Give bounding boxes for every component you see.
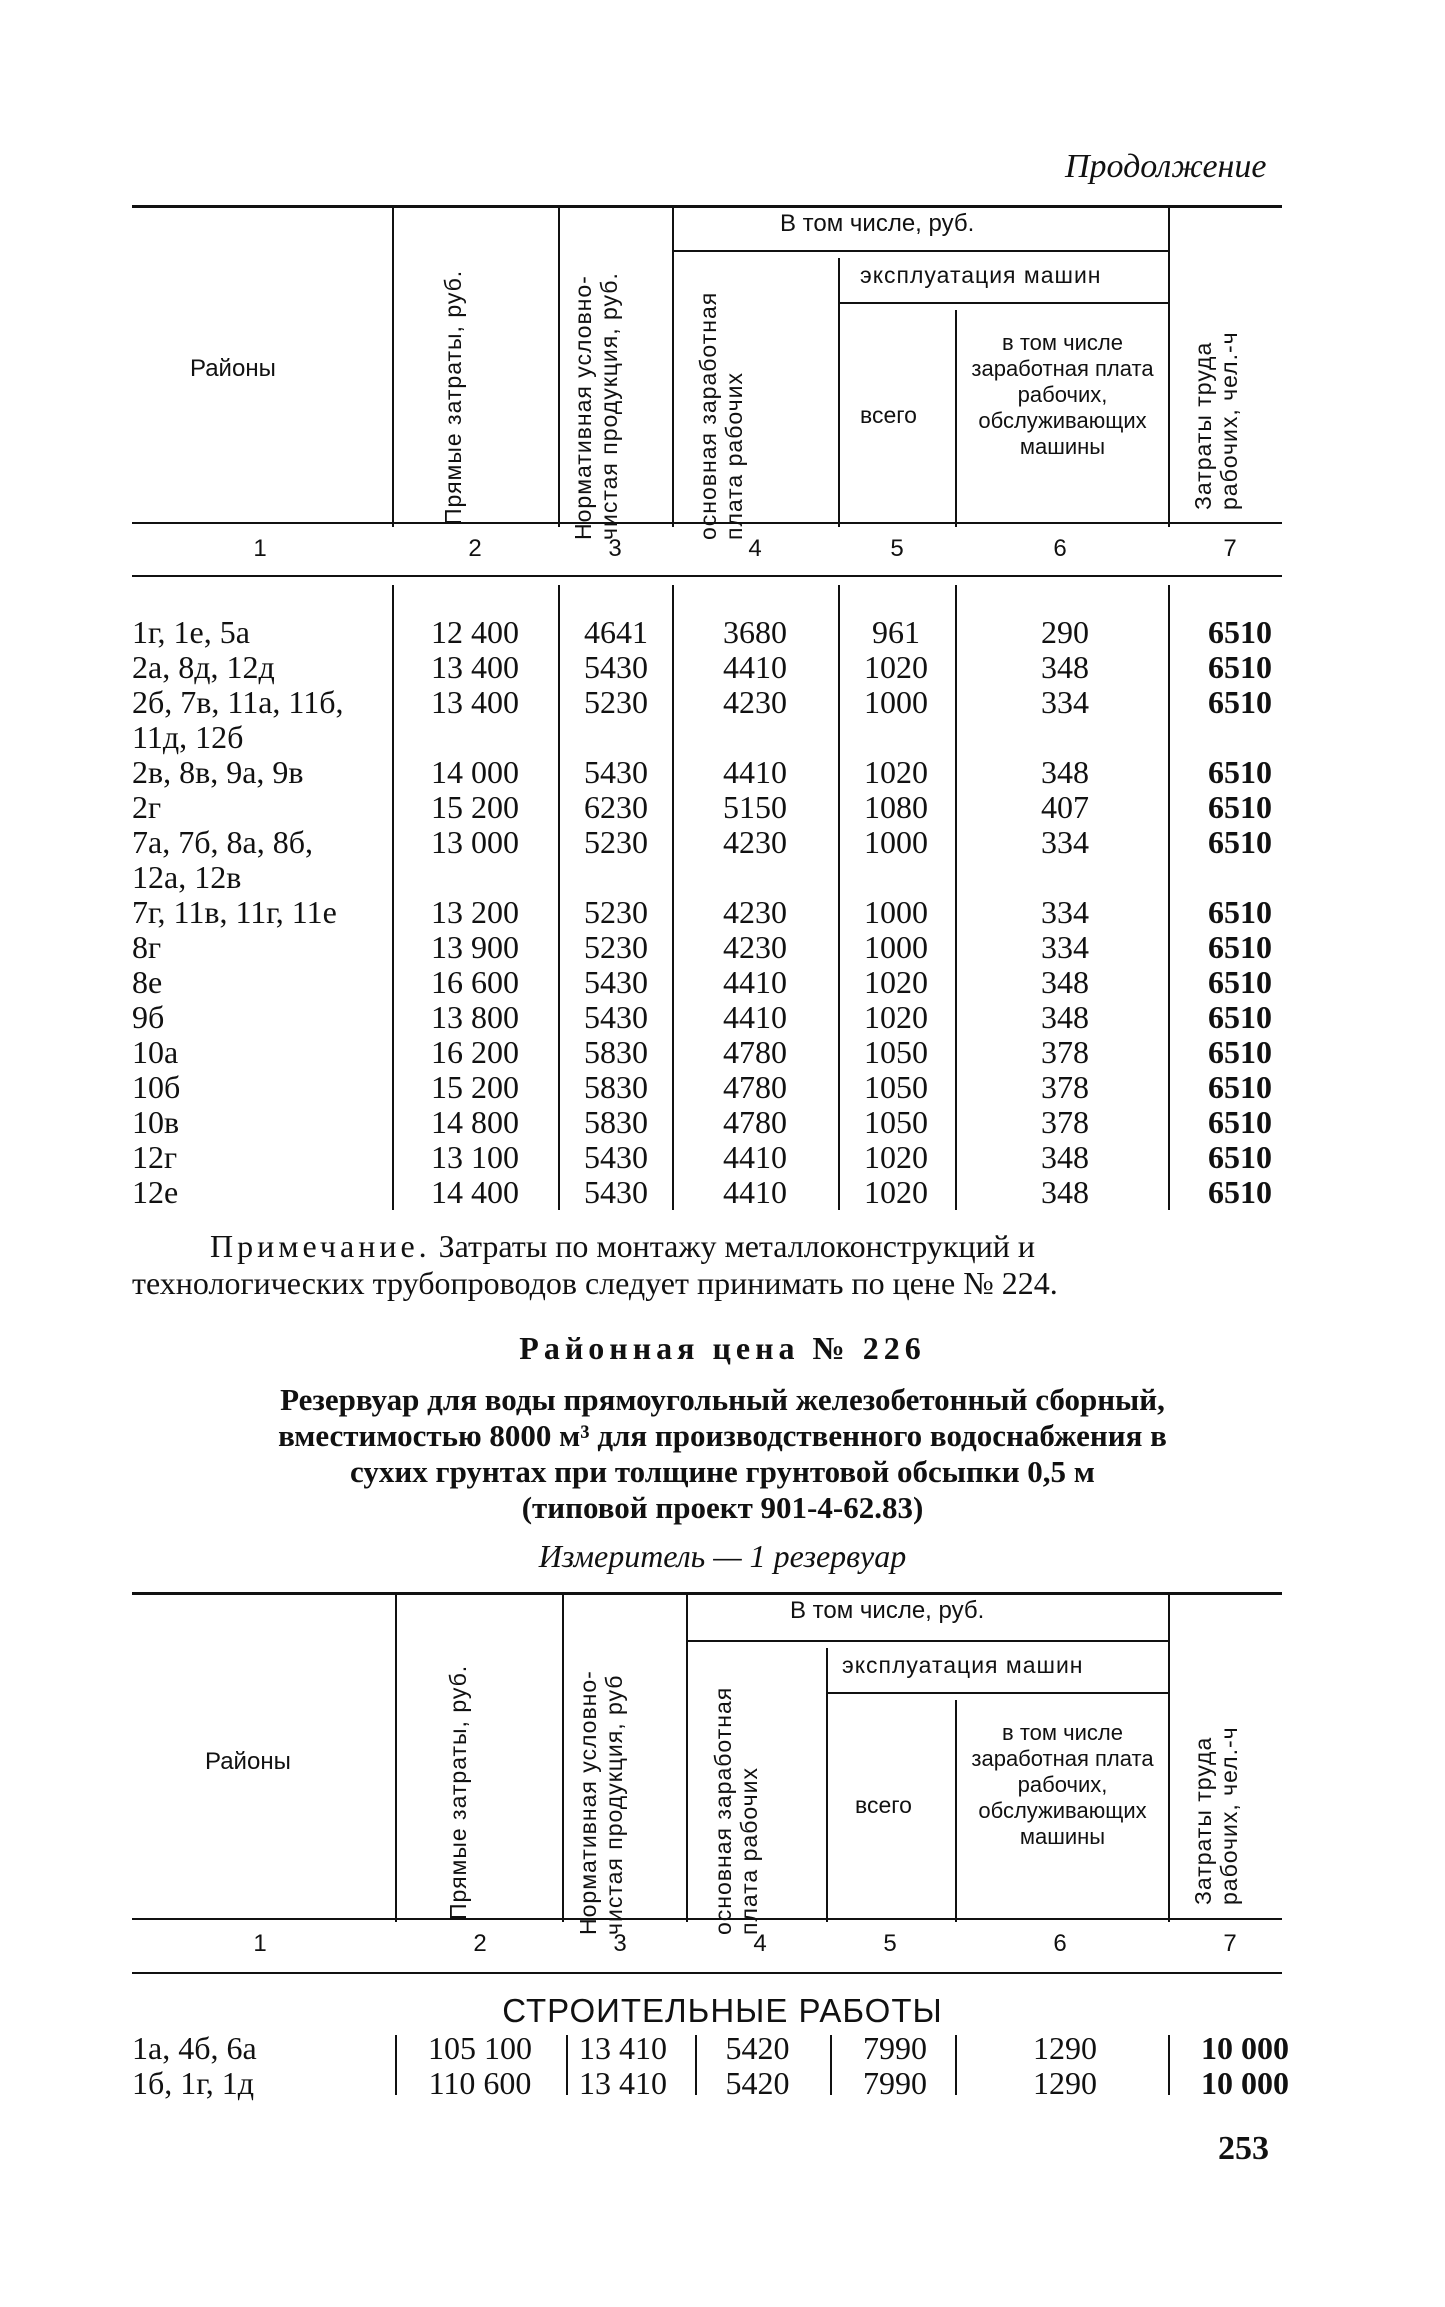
table-row: 7г, 11в, 11г, 11е 13 200 5230 4230 1000 334 6510	[132, 894, 1272, 930]
table2-header-labor: Затраты труда рабочих, чел.-ч	[1190, 1726, 1242, 1905]
price-desc-line4: (типовой проект 901-4-62.83)	[521, 1490, 924, 1525]
table-row: 2г 15 200 6230 5150 1080 407 6510	[132, 789, 1272, 825]
table-row: 2б, 7в, 11а, 11б, 13 400 5230 4230 1000 334 6510	[132, 684, 1272, 720]
table-row: 12г 13 100 5430 4410 1020 348 6510	[132, 1139, 1272, 1175]
price-title: Районная цена № 226	[519, 1330, 926, 1366]
table-row: 10б 15 200 5830 4780 1050 378 6510	[132, 1069, 1272, 1105]
table-row-continuation: 12а, 12в	[132, 859, 242, 895]
table1-colnum-5: 5	[890, 535, 904, 562]
table-row: 12е 14 400 5430 4410 1020 348 6510	[132, 1174, 1272, 1210]
table2-colnum-4: 4	[753, 1930, 767, 1957]
table1-header-group: В том числе, руб.	[780, 210, 975, 237]
table1-header-machine-wage: в том числе заработная плата рабочих, обслуживающих машины	[971, 330, 1154, 459]
table2-header-regions: Районы	[205, 1748, 291, 1775]
table-row: 1а, 4б, 6а 105 100 13 410 5420 7990 1290 10 000	[132, 2030, 1289, 2066]
table-row: 10а 16 200 5830 4780 1050 378 6510	[132, 1034, 1272, 1070]
table2-colnum-1: 1	[253, 1930, 267, 1957]
note-line2: технологических трубопроводов следует принимать по цене № 224.	[132, 1265, 1058, 1301]
table2-header-machine-wage: в том числе заработная плата рабочих, обслуживающих машины	[971, 1720, 1154, 1849]
table1-header-normative: Нормативная условно-чистая продукция, руб.	[570, 272, 622, 540]
price-desc-line1: Резервуар для воды прямоугольный железобетонный сборный,	[280, 1382, 1165, 1417]
table1-header-machines: эксплуатация машин	[860, 262, 1102, 288]
table2-header-normative: Нормативная условно-чистая продукция, руб	[575, 1670, 627, 1935]
section-title: СТРОИТЕЛЬНЫЕ РАБОТЫ	[502, 1992, 943, 2029]
table-row: 7а, 7б, 8а, 8б, 13 000 5230 4230 1000 334 6510	[132, 824, 1272, 860]
table2-header-wage: основная заработная плата рабочих	[710, 1686, 762, 1935]
table-row: 2в, 8в, 9а, 9в 14 000 5430 4410 1020 348 6510	[132, 754, 1272, 790]
table2-header-machines: эксплуатация машин	[842, 1652, 1084, 1678]
table2-header-total: всего	[855, 1792, 912, 1818]
table1-header-direct-costs: Прямые затраты, руб.	[440, 269, 466, 525]
table1-colnum-6: 6	[1053, 535, 1067, 562]
table-row: 1б, 1г, 1д 110 600 13 410 5420 7990 1290 10 000	[132, 2065, 1289, 2101]
table2-colnum-6: 6	[1053, 1930, 1067, 1957]
note-line1: Затраты по монтажу металлоконструкций и	[438, 1228, 1035, 1264]
table1-header-labor: Затраты труда рабочих, чел.-ч	[1190, 331, 1242, 510]
table-row-continuation: 11д, 12б	[132, 719, 244, 755]
table-row: 8г 13 900 5230 4230 1000 334 6510	[132, 929, 1272, 965]
table1-header-total: всего	[860, 402, 917, 428]
table2-header-group: В том числе, руб.	[790, 1597, 985, 1624]
table2-colnum-2: 2	[473, 1930, 487, 1957]
table1-colnum-4: 4	[748, 535, 762, 562]
meter-label: Измеритель — 1 резервуар	[538, 1538, 907, 1574]
table-row: 9б 13 800 5430 4410 1020 348 6510	[132, 999, 1272, 1035]
table2-colnum-5: 5	[883, 1930, 897, 1957]
table1-header-wage: основная заработная плата рабочих	[695, 291, 747, 540]
table-row: 10в 14 800 5830 4780 1050 378 6510	[132, 1104, 1272, 1140]
table1-colnum-2: 2	[468, 535, 482, 562]
table2-colnum-3: 3	[613, 1930, 627, 1957]
price-desc-line2: вместимостью 8000 м³ для производственного водоснабжения в	[278, 1418, 1167, 1453]
table1-header-regions: Районы	[190, 355, 276, 382]
table1-colnum-1: 1	[253, 535, 267, 562]
table-row: 8е 16 600 5430 4410 1020 348 6510	[132, 964, 1272, 1000]
table-row: 1г, 1е, 5а 12 400 4641 3680 961 290 6510	[132, 614, 1272, 650]
table2-colnum-7: 7	[1223, 1930, 1237, 1957]
page-number: 253	[1218, 2130, 1269, 2167]
table2-header-direct-costs: Прямые затраты, руб.	[445, 1664, 471, 1920]
price-desc-line3: сухих грунтах при толщине грунтовой обсыпки 0,5 м	[350, 1454, 1095, 1489]
continuation-label: Продолжение	[1065, 148, 1267, 185]
table1-colnum-7: 7	[1223, 535, 1237, 562]
note-label: Примечание.	[210, 1228, 431, 1264]
table1-colnum-3: 3	[608, 535, 622, 562]
table-row: 2а, 8д, 12д 13 400 5430 4410 1020 348 6510	[132, 649, 1272, 685]
